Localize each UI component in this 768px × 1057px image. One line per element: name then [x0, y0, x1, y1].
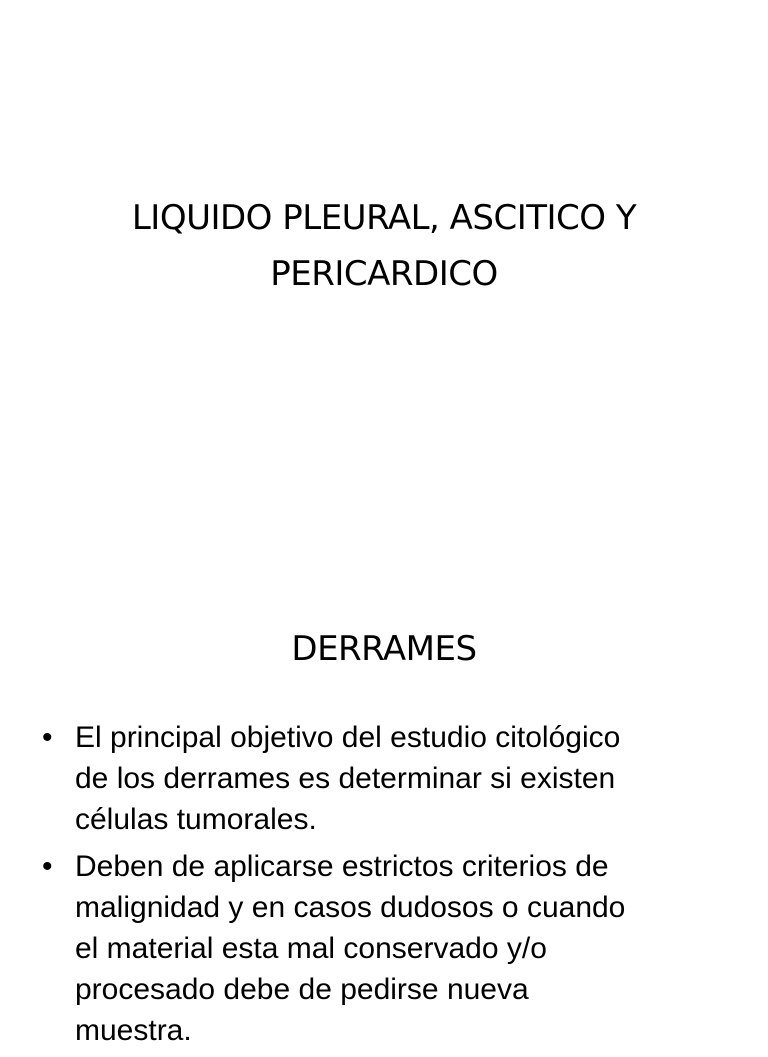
bullet-line: muestra.: [75, 1014, 192, 1047]
title-line-1: LIQUIDO PLEURAL, ASCITICO Y: [131, 198, 637, 238]
bullet-line: células tumorales.: [75, 803, 317, 836]
bullet-list: [40, 717, 730, 1057]
bullet-item: [40, 846, 730, 1051]
bullet-line: El principal objetivo del estudio citológico: [75, 721, 621, 754]
bullet-item: [40, 717, 730, 840]
bullet-line: malignidad y en casos dudosos o cuando: [75, 891, 626, 924]
slide-2: [0, 576, 768, 1047]
title-line-2: PERICARDICO: [270, 254, 498, 294]
bullet-line: procesado debe de pedirse nueva: [75, 973, 529, 1006]
bullet-icon: •: [42, 721, 53, 754]
bullet-icon: •: [42, 850, 53, 883]
bullet-line: el material esta mal conservado y/o: [75, 932, 547, 965]
slide-title: [60, 190, 708, 302]
bullet-line: Deben de aplicarse estrictos criterios de: [75, 850, 609, 883]
bullet-line: de los derrames es determinar si existen: [75, 762, 616, 795]
section-title: DERRAMES: [291, 629, 477, 669]
